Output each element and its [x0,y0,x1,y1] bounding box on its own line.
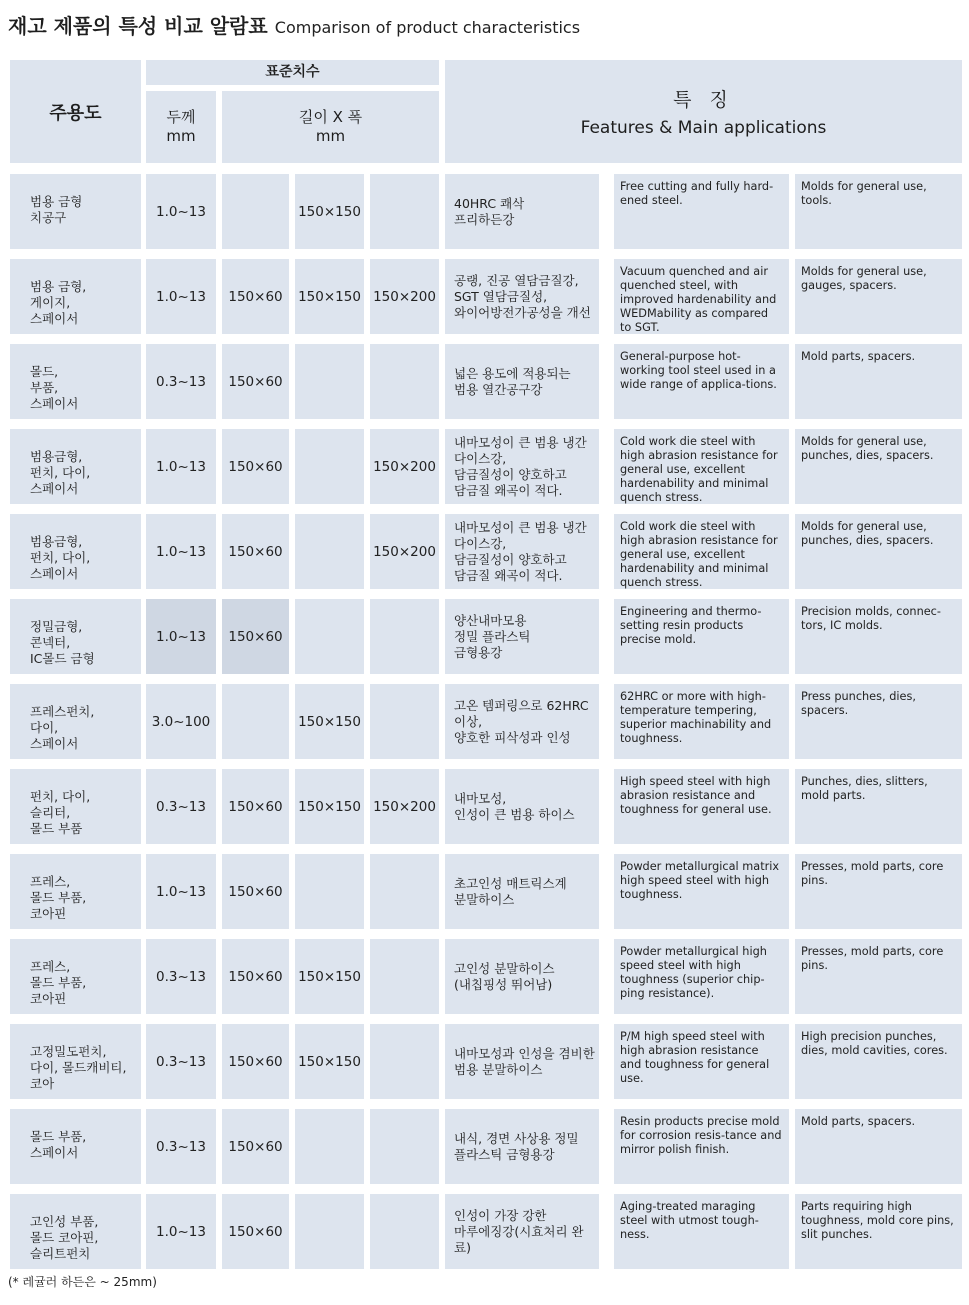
size-150x150-cell [295,429,364,504]
feature-ko-cell: 초고인성 매트릭스계 분말하이스 [445,854,599,929]
thickness-cell: 1.0~13 [146,514,216,589]
header-standard-size-label: 표준치수 [265,64,320,80]
size-150x60-cell: 150×60 [222,429,289,504]
header-main-use [10,60,141,163]
size-150x200-cell [370,1109,439,1184]
size-150x60-cell: 150×60 [222,854,289,929]
size-150x60-cell [222,684,289,759]
size-150x200-cell: 150×200 [370,769,439,844]
main-use-cell: 프레스, 몰드 부품, 코아핀 [10,854,141,929]
main-use-cell: 몰드 부품, 스페이서 [10,1109,141,1184]
size-150x200-cell [370,174,439,249]
application-cell: Parts requiring high toughness, mold core pins, slit punches. [795,1194,962,1269]
size-150x60-cell: 150×60 [222,939,289,1014]
header-features [445,60,962,163]
application-cell: Mold parts, spacers. [795,1109,962,1184]
header-thickness [146,91,216,163]
main-use-cell: 펀치, 다이, 슬리터, 몰드 부품 [10,769,141,844]
size-150x150-cell [295,854,364,929]
size-150x200-cell [370,1194,439,1269]
feature-en-cell: 62HRC or more with high-temperature tempering, superior machinability and toughness. [614,684,789,759]
application-cell: Molds for general use, punches, dies, spacers. [795,429,962,504]
thickness-cell: 1.0~13 [146,599,216,674]
application-cell: Presses, mold parts, core pins. [795,939,962,1014]
thickness-cell: 0.3~13 [146,1024,216,1099]
header-main-use-label: 주용도 [49,102,102,124]
size-150x60-cell: 150×60 [222,344,289,419]
feature-ko-cell: 내마모성과 인성을 겸비한 범용 분말하이스 [445,1024,599,1099]
size-150x60-cell: 150×60 [222,599,289,674]
size-150x150-cell: 150×150 [295,939,364,1014]
feature-ko-cell: 내마모성, 인성이 큰 범용 하이스 [445,769,599,844]
feature-ko-cell: 내마모성이 큰 범용 냉간 다이스강, 담금질성이 양호하고 담금질 왜곡이 적다. [445,514,599,589]
title-korean: 재고 제품의 특성 비교 알람표 [8,14,268,38]
footnote: (* 레귤러 하든은 ~ 25mm) [8,1275,157,1289]
size-150x60-cell: 150×60 [222,1109,289,1184]
feature-ko-cell: 내마모성이 큰 범용 냉간 다이스강, 담금질성이 양호하고 담금질 왜곡이 적다. [445,429,599,504]
application-cell: Press punches, dies, spacers. [795,684,962,759]
feature-en-cell: Cold work die steel with high abrasion resistance for general use, excellent hardenability and minimal quench stress. [614,514,789,589]
thickness-cell: 1.0~13 [146,174,216,249]
size-150x150-cell: 150×150 [295,259,364,334]
feature-en-cell: High speed steel with high abrasion resistance and toughness for general use. [614,769,789,844]
header-length-width [222,91,439,163]
size-150x200-cell: 150×200 [370,514,439,589]
feature-en-cell: P/M high speed steel with high abrasion resistance and toughness for general use. [614,1024,789,1099]
main-use-cell: 몰드, 부품, 스페이서 [10,344,141,419]
main-use-cell: 범용금형, 펀치, 다이, 스페이서 [10,514,141,589]
size-150x60-cell: 150×60 [222,769,289,844]
application-cell: Molds for general use, gauges, spacers. [795,259,962,334]
size-150x60-cell: 150×60 [222,514,289,589]
size-150x150-cell [295,344,364,419]
thickness-cell: 0.3~13 [146,939,216,1014]
header-thickness-unit: mm [166,127,196,145]
size-150x150-cell: 150×150 [295,769,364,844]
size-150x150-cell: 150×150 [295,684,364,759]
size-150x60-cell: 150×60 [222,1194,289,1269]
size-150x200-cell [370,599,439,674]
size-150x150-cell [295,599,364,674]
thickness-cell: 0.3~13 [146,344,216,419]
feature-ko-cell: 고온 템퍼링으로 62HRC 이상, 양호한 피삭성과 인성 [445,684,599,759]
main-use-cell: 프레스펀치, 다이, 스페이서 [10,684,141,759]
thickness-cell: 1.0~13 [146,429,216,504]
header-thickness-label: 두께 [166,108,196,126]
main-use-cell: 프레스, 몰드 부품, 코아핀 [10,939,141,1014]
feature-ko-cell: 내식, 경면 사상용 정밀 플라스틱 금형용강 [445,1109,599,1184]
thickness-cell: 0.3~13 [146,769,216,844]
feature-ko-cell: 40HRC 쾌삭 프리하든강 [445,174,599,249]
header-standard-size [146,60,439,85]
application-cell: Precision molds, connec-tors, IC molds. [795,599,962,674]
application-cell: Punches, dies, slitters, mold parts. [795,769,962,844]
size-150x150-cell: 150×150 [295,1024,364,1099]
application-cell: Mold parts, spacers. [795,344,962,419]
main-use-cell: 범용금형, 펀치, 다이, 스페이서 [10,429,141,504]
header-features-ko: 특 징 [673,89,734,111]
feature-ko-cell: 인성이 가장 강한 마루에징강(시효처리 완료) [445,1194,599,1269]
main-use-cell: 정밀금형, 콘넥터, IC몰드 금형 [10,599,141,674]
size-150x150-cell [295,1194,364,1269]
application-cell: High precision punches, dies, mold cavities, cores. [795,1024,962,1099]
header-length-width-unit: mm [315,127,346,145]
feature-en-cell: Cold work die steel with high abrasion resistance for general use, excellent hardenability and minimal quench stress. [614,429,789,504]
page-title [8,10,580,40]
application-cell: Presses, mold parts, core pins. [795,854,962,929]
application-cell: Molds for general use, punches, dies, spacers. [795,514,962,589]
feature-en-cell: Engineering and thermo-setting resin products precise mold. [614,599,789,674]
thickness-cell: 0.3~13 [146,1109,216,1184]
size-150x200-cell [370,1024,439,1099]
feature-en-cell: Aging-treated maraging steel with utmost tough-ness. [614,1194,789,1269]
main-use-cell: 범용 금형, 게이지, 스페이서 [10,259,141,334]
header-features-en: Features & Main applications [580,118,827,138]
feature-ko-cell: 고인성 분말하이스 (내칩핑성 뛰어남) [445,939,599,1014]
size-150x200-cell [370,344,439,419]
size-150x200-cell [370,854,439,929]
size-150x200-cell: 150×200 [370,259,439,334]
feature-ko-cell: 넓은 용도에 적용되는 범용 열간공구강 [445,344,599,419]
thickness-cell: 1.0~13 [146,1194,216,1269]
size-150x150-cell [295,1109,364,1184]
size-150x200-cell [370,684,439,759]
feature-en-cell: Resin products precise mold for corrosion resis-tance and mirror polish finish. [614,1109,789,1184]
thickness-cell: 3.0~100 [146,684,216,759]
feature-ko-cell: 양산내마모용 정밀 플라스틱 금형용강 [445,599,599,674]
header-length-width-label: 길이 X 폭 [298,108,363,126]
feature-en-cell: General-purpose hot-working tool steel used in a wide range of applica-tions. [614,344,789,419]
application-cell: Molds for general use, tools. [795,174,962,249]
size-150x200-cell [370,939,439,1014]
feature-en-cell: Free cutting and fully hard-ened steel. [614,174,789,249]
size-150x60-cell: 150×60 [222,259,289,334]
feature-en-cell: Powder metallurgical matrix high speed steel with high toughness. [614,854,789,929]
size-150x150-cell [295,514,364,589]
main-use-cell: 범용 금형 치공구 [10,174,141,249]
size-150x200-cell: 150×200 [370,429,439,504]
feature-en-cell: Vacuum quenched and air quenched steel, with improved hardenability and WEDMability as compared to SGT. [614,259,789,334]
thickness-cell: 1.0~13 [146,259,216,334]
main-use-cell: 고정밀도펀치, 다이, 몰드캐비티, 코아 [10,1024,141,1099]
size-150x150-cell: 150×150 [295,174,364,249]
thickness-cell: 1.0~13 [146,854,216,929]
feature-en-cell: Powder metallurgical high speed steel with high toughness (superior chip-ping resistance). [614,939,789,1014]
size-150x60-cell: 150×60 [222,1024,289,1099]
title-english: Comparison of product characteristics [274,18,581,37]
main-use-cell: 고인성 부품, 몰드 코아핀, 슬리트펀치 [10,1194,141,1269]
size-150x60-cell [222,174,289,249]
feature-ko-cell: 공랭, 진공 열담금질강, SGT 열담금질성, 와이어방전가공성을 개선 [445,259,599,334]
